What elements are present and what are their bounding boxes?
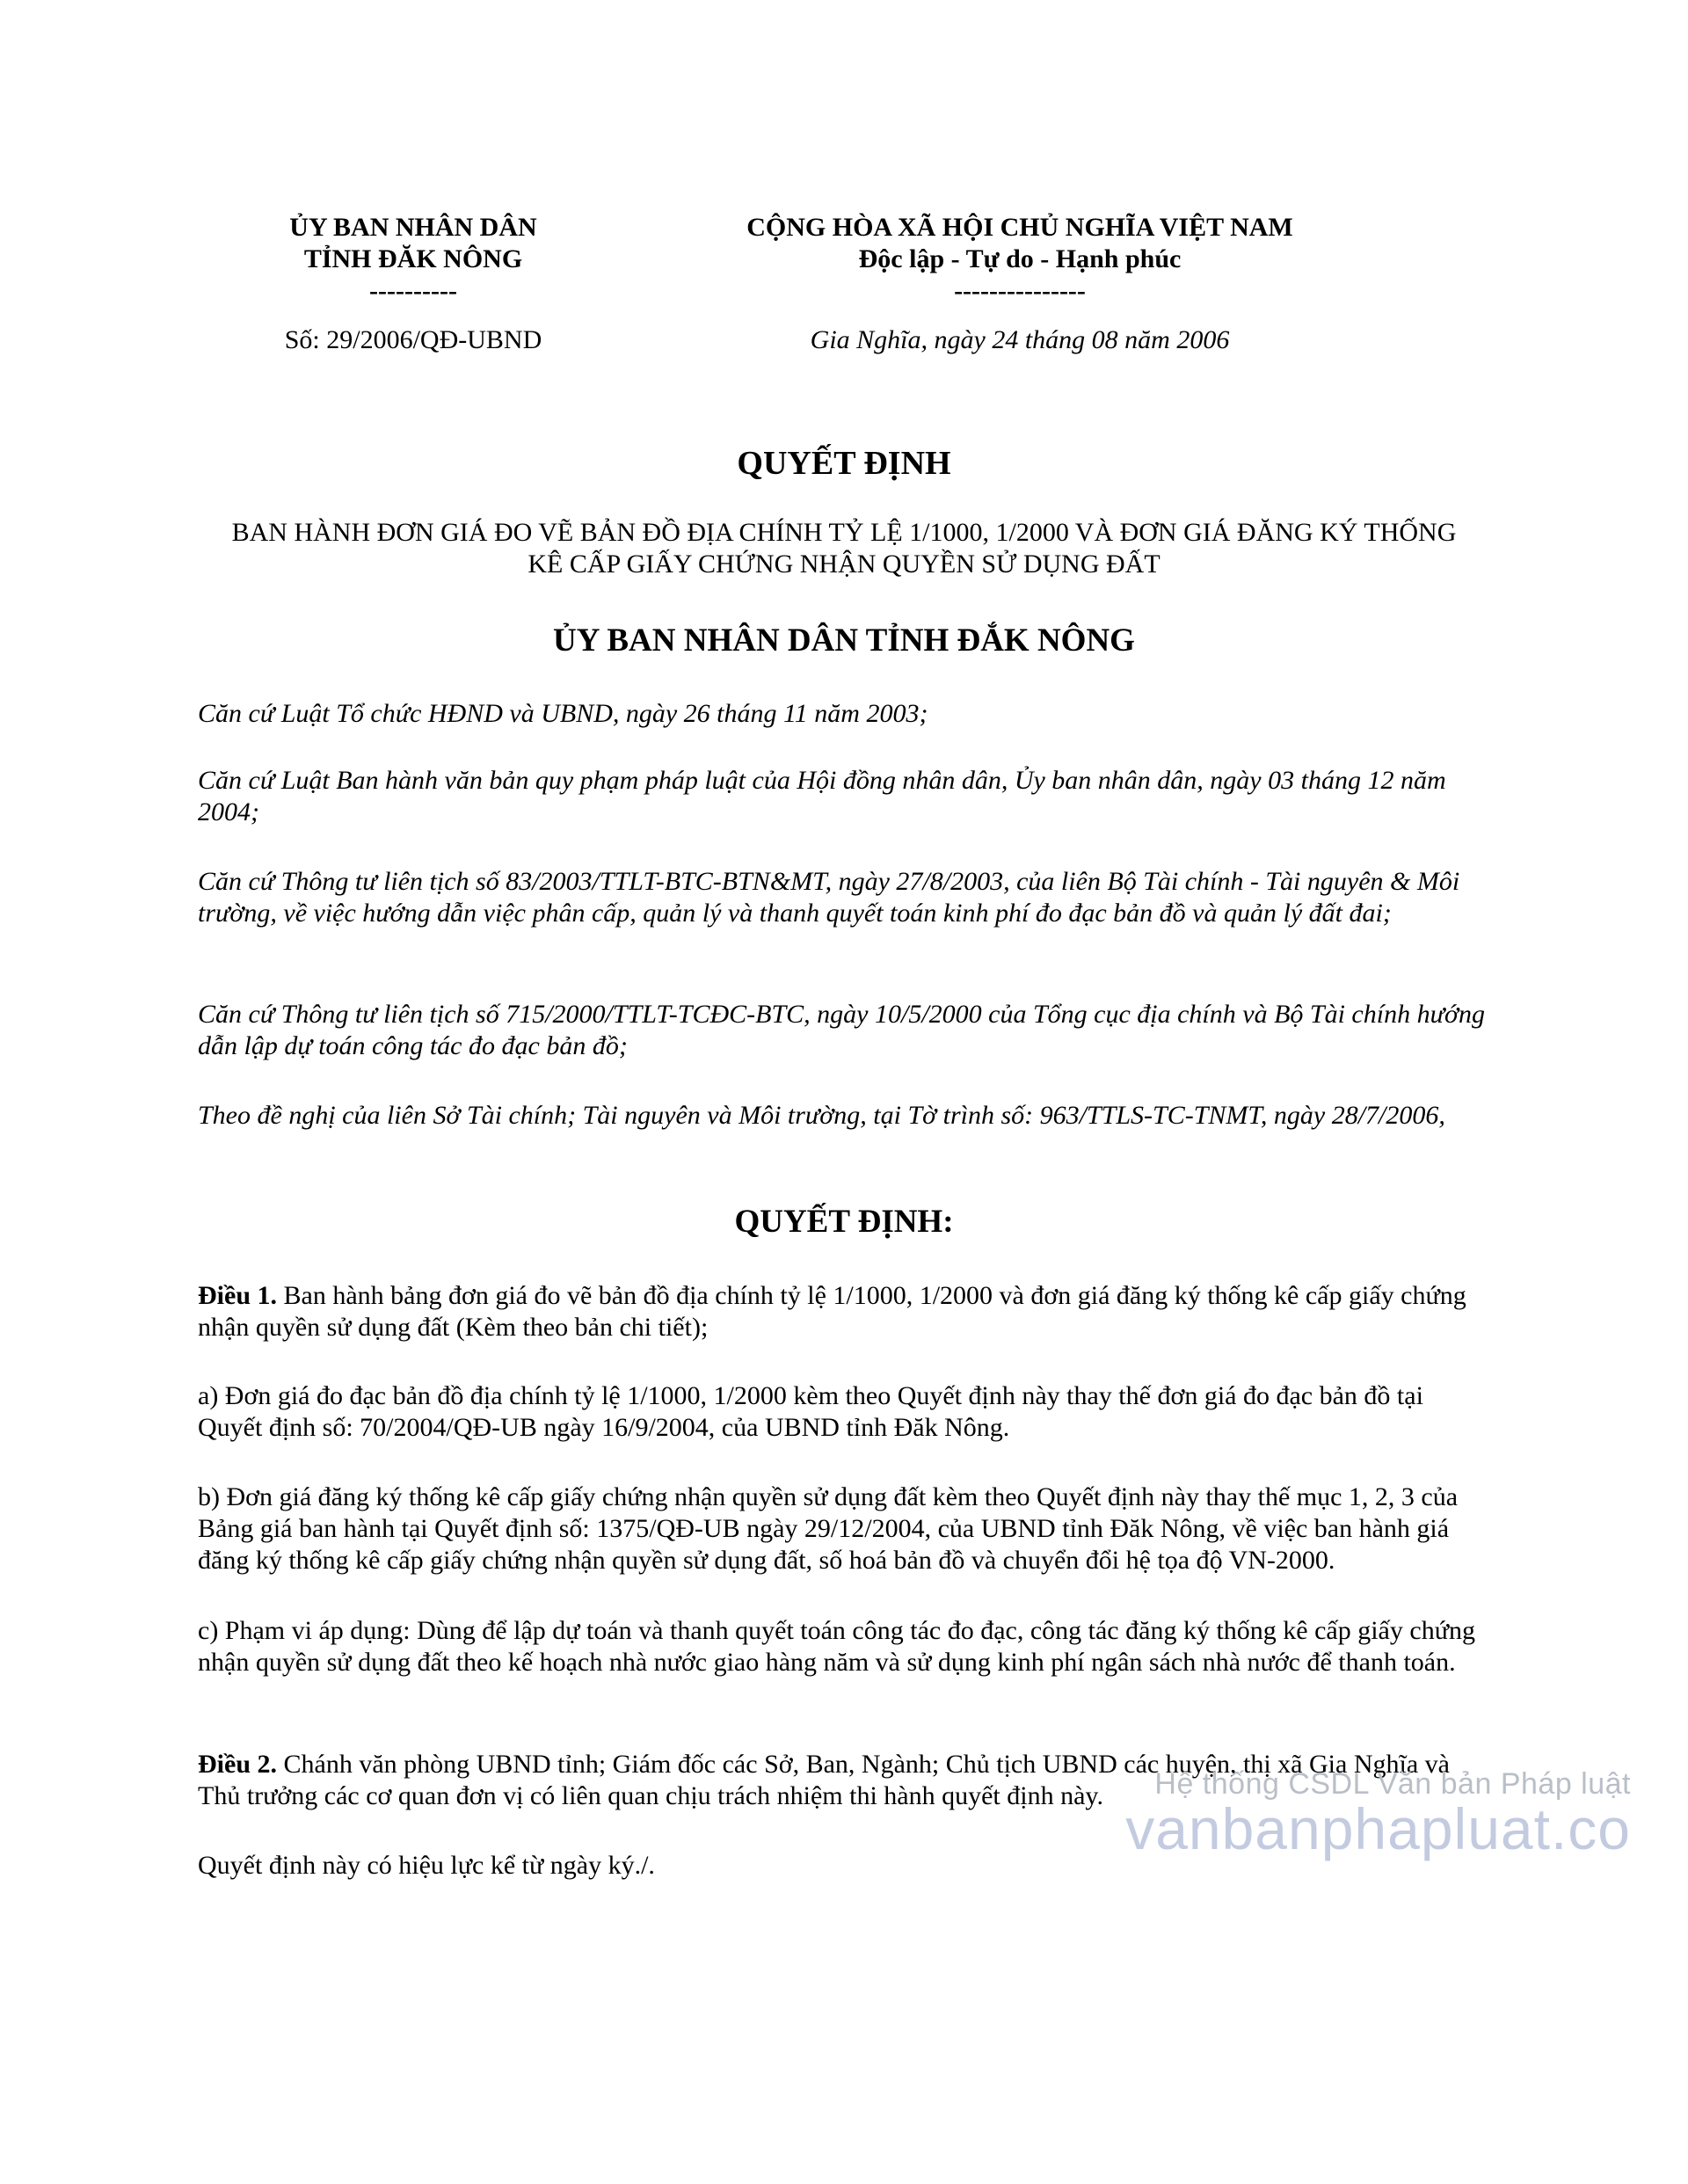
article-1-label: Điều 1. [198,1281,277,1310]
preamble-5: Theo đề nghị của liên Sở Tài chính; Tài nguyên và Môi trường, tại Tờ trình số: 963/TTLS-TC-TNMT, ngày 28/7/2006, [198,1101,1445,1130]
authority-line-1: ỦY BAN NHÂN DÂN [289,213,537,242]
watermark-caption: Hệ thống CSDL Văn bản Pháp luật [1154,1767,1631,1801]
subtitle-line-1: BAN HÀNH ĐƠN GIÁ ĐO VẼ BẢN ĐỒ ĐỊA CHÍNH TỶ LỆ 1/1000, 1/2000 VÀ ĐƠN GIÁ ĐĂNG KÝ THỐNG [231,518,1457,547]
document-subtitle [176,517,1512,580]
decision-heading: QUYẾT ĐỊNH: [734,1204,954,1240]
authority-line-2: TỈNH ĐĂK NÔNG [303,244,523,273]
national-motto-block [686,212,1354,307]
preamble-3: Căn cứ Thông tư liên tịch số 83/2003/TTLT-BTC-BTN&MT, ngày 27/8/2003, của liên Bộ Tài chính - Tài nguyên & Môi trường, về việc hướng dẫn việc phân cấp, quản lý và thanh quyết toán kinh phí đo đạc bản đồ và quản lý đất đai; [198,867,1460,928]
authority-divider: ---------- [369,276,457,305]
preamble-1: Căn cứ Luật Tổ chức HĐND và UBND, ngày 26 tháng 11 năm 2003; [198,699,928,728]
article-1-text: Ban hành bảng đơn giá đo vẽ bản đồ địa chính tỷ lệ 1/1000, 1/2000 và đơn giá đăng ký thống kê cấp giấy chứng nhận quyền sử dụng đất (Kèm theo bản chi tiết); [198,1281,1466,1342]
issuing-authority-block [246,212,580,307]
article-1 [198,1280,1490,1343]
article-1-a: a) Đơn giá đo đạc bản đồ địa chính tỷ lệ 1/1000, 1/2000 kèm theo Quyết định này thay thế đơn giá đo đạc bản đồ tại Quyết định số: 70/2004/QĐ-UB ngày 16/9/2004, của UBND tỉnh Đăk Nông. [198,1381,1423,1442]
article-1-c: c) Phạm vi áp dụng: Dùng để lập dự toán và thanh quyết toán công tác đo đạc, công tác đăng ký thống kê cấp giấy chứng nhận quyền sử dụng đất theo kế hoạch nhà nước giao hàng năm và sử dụng kinh phí ngân sách nhà nước để thanh toán. [198,1616,1475,1677]
place-and-date: Gia Nghĩa, ngày 24 tháng 08 năm 2006 [810,325,1230,354]
document-number: Số: 29/2006/QĐ-UBND [284,325,542,354]
motto-divider: --------------- [954,276,1086,305]
preamble-2: Căn cứ Luật Ban hành văn bản quy phạm pháp luật của Hội đồng nhân dân, Ủy ban nhân dân, ngày 03 tháng 12 năm 2004; [198,766,1446,826]
effective-clause: Quyết định này có hiệu lực kể từ ngày ký./. [198,1851,655,1880]
article-2-label: Điều 2. [198,1750,277,1779]
subtitle-line-2: KÊ CẤP GIẤY CHỨNG NHẬN QUYỀN SỬ DỤNG ĐẤT [528,550,1160,579]
authority-heading: ỦY BAN NHÂN DÂN TỈNH ĐẮK NÔNG [553,622,1135,659]
article-1-b: b) Đơn giá đăng ký thống kê cấp giấy chứng nhận quyền sử dụng đất kèm theo Quyết định này thay thế mục 1, 2, 3 của Bảng giá ban hành tại Quyết định số: 1375/QĐ-UB ngày 29/12/2004, của UBND tỉnh Đăk Nông, về việc ban hành giá đăng ký thống kê cấp giấy chứng nhận quyền sử dụng đất, số hoá bản đồ và chuyển đổi hệ tọa độ VN-2000. [198,1482,1459,1575]
watermark-site: vanbanphapluat.co [1125,1796,1631,1861]
document-title: QUYẾT ĐỊNH [737,445,951,482]
article-2-text: Chánh văn phòng UBND tỉnh; Giám đốc các Sở, Ban, Ngành; Chủ tịch UBND các huyện, thị xã Gia Nghĩa và Thủ trưởng các cơ quan đơn vị có liên quan chịu trách nhiệm thi hành quyết định này. [198,1750,1450,1810]
country-name: CỘNG HÒA XÃ HỘI CHỦ NGHĨA VIỆT NAM [746,213,1293,242]
preamble-4: Căn cứ Thông tư liên tịch số 715/2000/TTLT-TCĐC-BTC, ngày 10/5/2000 của Tổng cục địa chính và Bộ Tài chính hướng dẫn lập dự toán công tác đo đạc bản đồ; [198,1000,1485,1060]
motto: Độc lập - Tự do - Hạnh phúc [858,244,1182,273]
